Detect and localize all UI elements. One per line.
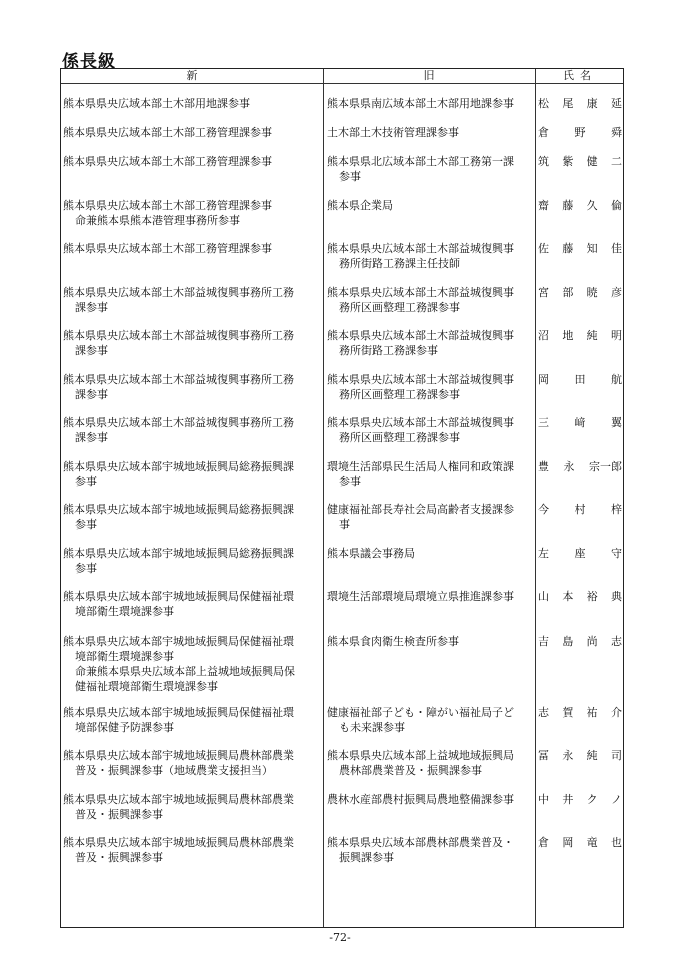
name-char: 純 xyxy=(586,329,598,342)
person-name xyxy=(538,328,622,343)
person-name xyxy=(538,792,622,807)
name-char: 倫 xyxy=(610,199,622,212)
new-post xyxy=(63,198,321,228)
old-post xyxy=(327,154,533,184)
new-post xyxy=(63,748,321,778)
new-post-line: 熊本県県央広域本部土木部用地課参事 xyxy=(63,97,250,110)
name-char: 岡 xyxy=(538,373,549,386)
name-char: 賀 xyxy=(562,706,574,719)
new-post-line: 命兼熊本県熊本港管理事務所参事 xyxy=(75,214,240,227)
name-char: 舜 xyxy=(611,126,622,139)
name-char: 今 xyxy=(538,503,549,516)
old-post-line: 務所区画整理工務課参事 xyxy=(339,301,460,314)
name-char: 筑 xyxy=(538,155,549,168)
person-name xyxy=(538,546,622,561)
new-post-line: 熊本県県央広域本部土木部益城復興事務所工務 xyxy=(63,329,294,342)
person-name xyxy=(538,748,622,763)
name-char: 介 xyxy=(610,706,622,719)
new-post-line: 熊本県県央広域本部宇城地域振興局総務振興課 xyxy=(63,503,294,516)
name-char: 佳 xyxy=(610,242,622,255)
old-post xyxy=(327,328,533,358)
personnel-table xyxy=(60,68,624,928)
name-char: 宮 xyxy=(538,286,549,299)
name-char: ク xyxy=(586,793,598,806)
new-post-line: 熊本県県央広域本部土木部工務管理課参事 xyxy=(63,199,272,212)
old-post-line: 務所街路工務課参事 xyxy=(339,344,438,357)
name-char: 祐 xyxy=(586,706,598,719)
new-post-line: 熊本県県央広域本部宇城地域振興局農林部農業 xyxy=(63,749,294,762)
new-post-line: 参事 xyxy=(75,475,97,488)
name-char: 也 xyxy=(610,836,622,849)
old-post-line: 農林部農業普及・振興課参事 xyxy=(339,764,482,777)
old-post-line: 務所区画整理工務課参事 xyxy=(339,431,460,444)
old-post xyxy=(327,748,533,778)
old-post-line: 環境生活部環境局環境立県推進課参事 xyxy=(327,590,514,603)
name-char: 中 xyxy=(538,793,549,806)
new-post-line: 課参事 xyxy=(75,344,108,357)
name-char: 久 xyxy=(586,199,598,212)
name-char: 佐 xyxy=(538,242,549,255)
name-char: 永 xyxy=(562,749,574,762)
name-char: 永 xyxy=(563,460,575,473)
old-post-line: 健康福祉部子ども・障がい福祉局子ど xyxy=(327,706,514,719)
new-post-line: 課参事 xyxy=(75,431,108,444)
old-post-line: 熊本県食肉衛生検査所参事 xyxy=(327,635,459,648)
person-name xyxy=(538,634,622,649)
old-post xyxy=(327,125,533,140)
old-post-line: 熊本県議会事務局 xyxy=(327,547,415,560)
name-char: 豊 xyxy=(538,460,549,473)
new-post-line: 普及・振興課参事 xyxy=(75,808,163,821)
old-post-line: 熊本県県北広域本部土木部工務第一課 xyxy=(327,155,514,168)
name-char: 志 xyxy=(610,635,622,648)
new-post-line: 熊本県県央広域本部宇城地域振興局総務振興課 xyxy=(63,547,294,560)
old-post xyxy=(327,705,533,735)
old-post xyxy=(327,792,533,807)
name-char: 吉 xyxy=(538,635,549,648)
new-post-line: 熊本県県央広域本部宇城地域振興局総務振興課 xyxy=(63,460,294,473)
name-char: 竜 xyxy=(586,836,598,849)
new-post xyxy=(63,285,321,315)
old-post xyxy=(327,546,533,561)
new-post-line: 熊本県県央広域本部土木部工務管理課参事 xyxy=(63,242,272,255)
old-post-line: 熊本県県南広域本部土木部用地課参事 xyxy=(327,97,514,110)
person-name xyxy=(538,589,622,604)
name-char: ノ xyxy=(610,793,622,806)
new-post xyxy=(63,546,321,576)
old-post-line: 熊本県県央広域本部土木部益城復興事 xyxy=(327,373,514,386)
old-post-line: 環境生活部県民生活局人権同和政策課 xyxy=(327,460,514,473)
name-char: 健 xyxy=(586,155,598,168)
person-name xyxy=(538,372,622,387)
new-post-line: 参事 xyxy=(75,518,97,531)
new-post xyxy=(63,125,321,140)
new-post-line: 境部保健予防課参事 xyxy=(75,721,174,734)
old-post-line: 参事 xyxy=(339,475,361,488)
name-char: 純 xyxy=(586,749,598,762)
name-char: 岡 xyxy=(562,836,574,849)
old-post-line: 熊本県県央広域本部土木部益城復興事 xyxy=(327,416,514,429)
name-char: 藤 xyxy=(562,242,574,255)
new-post xyxy=(63,705,321,735)
name-char: 田 xyxy=(574,373,586,386)
new-post-line: 熊本県県央広域本部土木部益城復興事務所工務 xyxy=(63,416,294,429)
new-post-line: 参事 xyxy=(75,562,97,575)
person-name xyxy=(538,705,622,720)
name-char: 倉 xyxy=(538,126,549,139)
old-post-line: 健康福祉部長寿社会局高齢者支援課参 xyxy=(327,503,514,516)
name-char: 﨑 xyxy=(574,416,586,429)
column-divider xyxy=(323,69,324,927)
header-name: 氏名 xyxy=(563,69,597,82)
new-post-line: 課参事 xyxy=(75,388,108,401)
old-post-line: 土木部土木技術管理課参事 xyxy=(327,126,459,139)
old-post-line: 振興課参事 xyxy=(339,851,394,864)
old-post-line: 参事 xyxy=(339,170,361,183)
old-post xyxy=(327,241,533,271)
new-post-line: 熊本県県央広域本部宇城地域振興局農林部農業 xyxy=(63,793,294,806)
name-char: 沼 xyxy=(538,329,549,342)
old-post-line: 熊本県県央広域本部土木部益城復興事 xyxy=(327,286,514,299)
new-post-line: 熊本県県央広域本部土木部益城復興事務所工務 xyxy=(63,373,294,386)
old-post-line: 熊本県県央広域本部農林部農業普及・ xyxy=(327,836,514,849)
new-post-line: 健福祉環境部衛生環境課参事 xyxy=(75,680,218,693)
name-char: 本 xyxy=(562,590,574,603)
person-name xyxy=(538,835,622,850)
new-post xyxy=(63,459,321,489)
name-char: 宗一郎 xyxy=(589,460,622,473)
new-post-line: 普及・振興課参事 xyxy=(75,851,163,864)
name-char: 彦 xyxy=(610,286,622,299)
old-post-line: 務所街路工務課主任技師 xyxy=(339,257,460,270)
name-char: 明 xyxy=(610,329,622,342)
name-char: 松 xyxy=(538,97,549,110)
name-char: 藤 xyxy=(562,199,574,212)
person-name xyxy=(538,241,622,256)
name-char: 翼 xyxy=(611,416,622,429)
new-post-line: 熊本県県央広域本部宇城地域振興局保健福祉環 xyxy=(63,590,294,603)
name-char: 野 xyxy=(574,126,586,139)
name-char: 三 xyxy=(538,416,549,429)
name-char: 康 xyxy=(586,97,598,110)
name-char: 冨 xyxy=(538,749,549,762)
person-name xyxy=(538,459,622,474)
name-char: 座 xyxy=(574,547,586,560)
old-post xyxy=(327,502,533,532)
name-char: 司 xyxy=(610,749,622,762)
name-char: 延 xyxy=(610,97,622,110)
old-post-line: も未来課参事 xyxy=(339,721,405,734)
person-name xyxy=(538,415,622,430)
old-post xyxy=(327,589,533,604)
name-char: 村 xyxy=(574,503,586,516)
new-post xyxy=(63,372,321,402)
old-post xyxy=(327,285,533,315)
new-post-line: 熊本県県央広域本部宇城地域振興局保健福祉環 xyxy=(63,706,294,719)
new-post xyxy=(63,328,321,358)
new-post-line: 熊本県県央広域本部土木部益城復興事務所工務 xyxy=(63,286,294,299)
person-name xyxy=(538,125,622,140)
new-post-line: 境部衛生環境課参事 xyxy=(75,605,174,618)
new-post xyxy=(63,589,321,619)
new-post-line: 普及・振興課参事（地域農業支援担当） xyxy=(75,764,273,777)
new-post xyxy=(63,835,321,865)
name-char: 地 xyxy=(562,329,574,342)
old-post xyxy=(327,415,533,445)
person-name xyxy=(538,502,622,517)
person-name xyxy=(538,285,622,300)
new-post-line: 熊本県県央広域本部宇城地域振興局保健福祉環 xyxy=(63,635,294,648)
name-char: 志 xyxy=(538,706,549,719)
new-post-line: 熊本県県央広域本部宇城地域振興局農林部農業 xyxy=(63,836,294,849)
old-post-line: 熊本県県央広域本部土木部益城復興事 xyxy=(327,329,514,342)
page-title: 係長級 xyxy=(62,52,116,72)
name-char: 航 xyxy=(611,373,622,386)
header-new: 新 xyxy=(186,69,198,82)
name-char: 山 xyxy=(538,590,549,603)
old-post xyxy=(327,459,533,489)
old-post-line: 熊本県企業局 xyxy=(327,199,393,212)
new-post-line: 境部衛生環境課参事 xyxy=(75,650,174,663)
new-post xyxy=(63,415,321,445)
name-char: 知 xyxy=(586,242,598,255)
page-number: -72- xyxy=(329,931,351,944)
old-post-line: 熊本県県央広域本部土木部益城復興事 xyxy=(327,242,514,255)
name-char: 部 xyxy=(562,286,574,299)
new-post-line: 熊本県県央広域本部土木部工務管理課参事 xyxy=(63,155,272,168)
new-post xyxy=(63,634,321,694)
name-char: 梓 xyxy=(611,503,622,516)
name-char: 齋 xyxy=(538,199,549,212)
name-char: 井 xyxy=(562,793,574,806)
new-post-line: 命兼熊本県県央広域本部上益城地域振興局保 xyxy=(75,665,295,678)
old-post-line: 務所区画整理工務課参事 xyxy=(339,388,460,401)
old-post xyxy=(327,835,533,865)
old-post-line: 農林水産部農村振興局農地整備課参事 xyxy=(327,793,514,806)
person-name xyxy=(538,154,622,169)
new-post xyxy=(63,792,321,822)
new-post xyxy=(63,502,321,532)
old-post xyxy=(327,634,533,649)
column-divider xyxy=(535,69,536,927)
name-char: 左 xyxy=(538,547,549,560)
name-char: 二 xyxy=(610,155,622,168)
new-post xyxy=(63,241,321,256)
old-post-line: 事 xyxy=(339,518,350,531)
name-char: 尾 xyxy=(562,97,574,110)
old-post-line: 熊本県県央広域本部上益城地域振興局 xyxy=(327,749,514,762)
name-char: 裕 xyxy=(586,590,598,603)
name-char: 守 xyxy=(611,547,622,560)
name-char: 尚 xyxy=(586,635,598,648)
table-header xyxy=(61,69,623,84)
header-old: 旧 xyxy=(423,69,435,82)
new-post xyxy=(63,154,321,169)
old-post xyxy=(327,372,533,402)
name-char: 暁 xyxy=(586,286,598,299)
new-post-line: 課参事 xyxy=(75,301,108,314)
old-post xyxy=(327,96,533,111)
person-name xyxy=(538,198,622,213)
name-char: 典 xyxy=(610,590,622,603)
name-char: 島 xyxy=(562,635,574,648)
new-post-line: 熊本県県央広域本部土木部工務管理課参事 xyxy=(63,126,272,139)
old-post xyxy=(327,198,533,213)
name-char: 倉 xyxy=(538,836,549,849)
name-char: 紫 xyxy=(562,155,574,168)
new-post xyxy=(63,96,321,111)
person-name xyxy=(538,96,622,111)
